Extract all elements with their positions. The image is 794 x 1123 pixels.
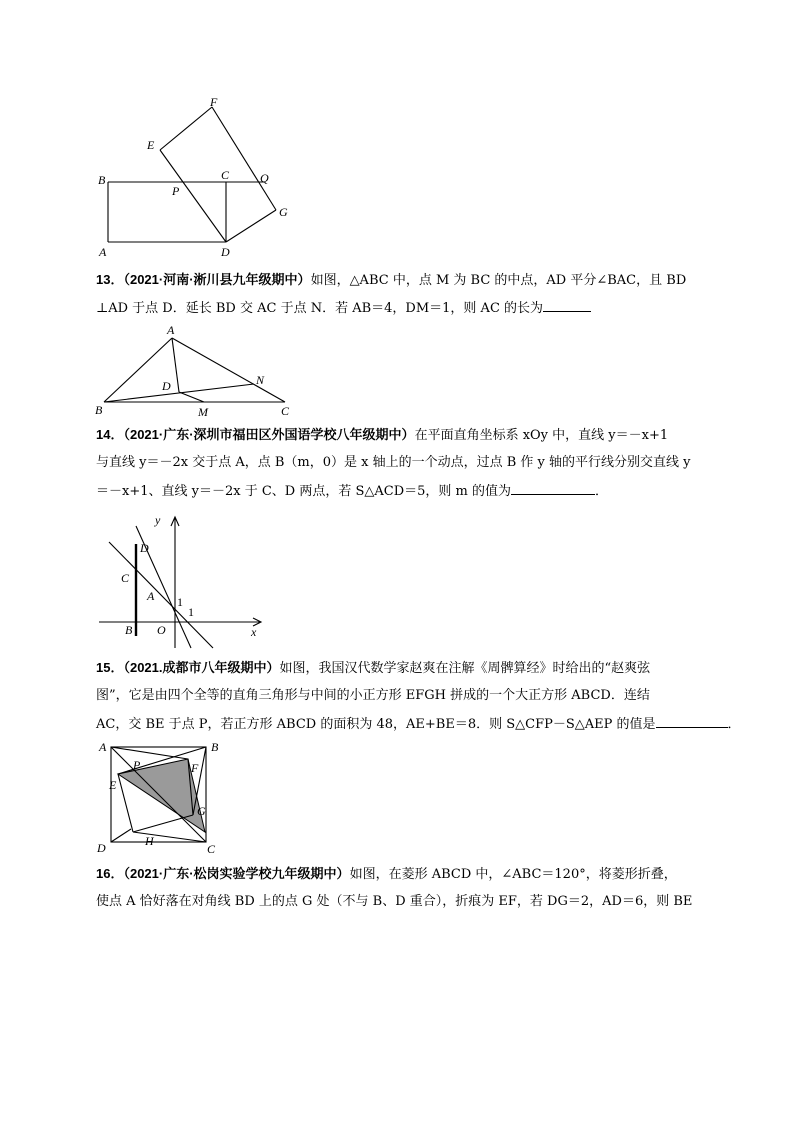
- q15-text-3: AC，交 BE 于点 P，若正方形 ABCD 的面积为 48，AE+BE＝8．则 S△CFP－S△AEP 的值是: [96, 717, 656, 732]
- q15-text-3-end: ．: [727, 717, 741, 732]
- q12-label-B: B: [98, 173, 106, 187]
- q14-label-D: D: [140, 541, 149, 555]
- q13-answer-blank[interactable]: [543, 299, 591, 312]
- q14-label-O: O: [157, 623, 166, 637]
- q15-line-3: [96, 715, 741, 734]
- q16-source: （2021·广东·松岗实验学校九年级期中）: [123, 866, 350, 881]
- q15-label-B: B: [211, 740, 219, 754]
- q14-label-B: B: [125, 623, 133, 637]
- q15-label-A: A: [99, 740, 107, 754]
- q12-label-F: F: [210, 95, 218, 109]
- q12-label-A: A: [99, 245, 107, 259]
- q15-line-1: [96, 659, 650, 678]
- q16-line-2: [96, 893, 692, 911]
- q12-figure: [90, 92, 300, 262]
- q15-label-E: E: [109, 778, 117, 792]
- q14-label-one-b: 1: [188, 605, 194, 619]
- q15-label-F: F: [191, 761, 199, 775]
- q14-number: 14．: [96, 427, 124, 442]
- q13-label-B: B: [95, 403, 103, 417]
- q14-line-2: [96, 454, 691, 472]
- q12-label-G: G: [279, 205, 288, 219]
- q14-text-3-end: ．: [595, 484, 609, 499]
- q12-label-D: D: [221, 245, 230, 259]
- q15-label-H: H: [145, 834, 154, 848]
- q16-text-1: 如图，在菱形 ABCD 中，∠ABC＝120°，将菱形折叠，: [349, 867, 677, 882]
- q15-text-1: 如图，我国汉代数学家赵爽在注解《周髀算经》时给出的“赵爽弦: [279, 661, 651, 676]
- q12-label-E: E: [147, 138, 155, 152]
- q15-label-P: P: [133, 758, 141, 772]
- q16-text-2: 使点 A 恰好落在对角线 BD 上的点 G 处（不与 B、D 重合），折痕为 EF，若 DG＝2，AD＝6，则 BE: [96, 894, 693, 909]
- q14-label-y: y: [155, 513, 161, 527]
- q13-line-1: [96, 271, 686, 290]
- q12-label-P: P: [172, 184, 180, 198]
- q15-number: 15．: [96, 660, 124, 675]
- q15-label-G: G: [197, 804, 206, 818]
- q13-label-M: M: [198, 405, 208, 419]
- q15-figure: [93, 737, 233, 855]
- q13-label-D: D: [162, 379, 171, 393]
- q13-text-2: ⊥AD 于点 D．延长 BD 交 AC 于点 N．若 AB＝4，DM＝1，则 AC 的长为: [96, 301, 544, 316]
- q15-label-D: D: [97, 841, 106, 855]
- q15-line-2: [96, 687, 650, 705]
- q13-source: （2021·河南·淅川县九年级期中）: [123, 272, 311, 287]
- q13-label-A: A: [167, 323, 175, 337]
- q13-label-N: N: [256, 373, 265, 387]
- q14-line-3: [96, 482, 608, 501]
- q13-text-1: 如图，△ABC 中，点 M 为 BC 的中点，AD 平分∠BAC，且 BD: [310, 273, 687, 288]
- q13-number: 13．: [96, 272, 124, 287]
- q12-label-C: C: [221, 168, 230, 182]
- q14-source: （2021·广东·深圳市福田区外国语学校八年级期中）: [123, 427, 415, 442]
- q14-answer-blank[interactable]: [511, 482, 595, 495]
- q14-label-one-a: 1: [177, 595, 183, 609]
- q14-figure: [95, 508, 275, 652]
- q14-line-1: [96, 426, 668, 445]
- q15-answer-blank[interactable]: [656, 715, 728, 728]
- q12-label-Q: Q: [260, 171, 269, 185]
- q14-label-C: C: [121, 571, 130, 585]
- q15-source: （2021.成都市八年级期中）: [123, 660, 280, 675]
- q15-text-2: 图”，它是由四个全等的直角三角形与中间的小正方形 EFGH 拼成的一个大正方形 ABCD．连结: [96, 688, 650, 703]
- q13-figure: [92, 320, 302, 420]
- q16-line-1: [96, 865, 677, 884]
- q14-text-1: 在平面直角坐标系 xOy 中，直线 y＝－x+1: [414, 428, 669, 443]
- q15-label-C: C: [207, 842, 216, 855]
- q14-label-x: x: [251, 625, 257, 639]
- q14-text-3: ＝－x+1、直线 y＝－2x 于 C、D 两点，若 S△ACD＝5，则 m 的值为: [96, 484, 511, 499]
- q16-number: 16．: [96, 866, 124, 881]
- q14-label-A: A: [147, 589, 155, 603]
- q13-label-C: C: [281, 404, 290, 418]
- q13-line-2: [96, 299, 591, 318]
- q14-text-2: 与直线 y＝－2x 交于点 A，点 B（m，0）是 x 轴上的一个动点，过点 B 作 y 轴的平行线分别交直线 y: [96, 455, 691, 470]
